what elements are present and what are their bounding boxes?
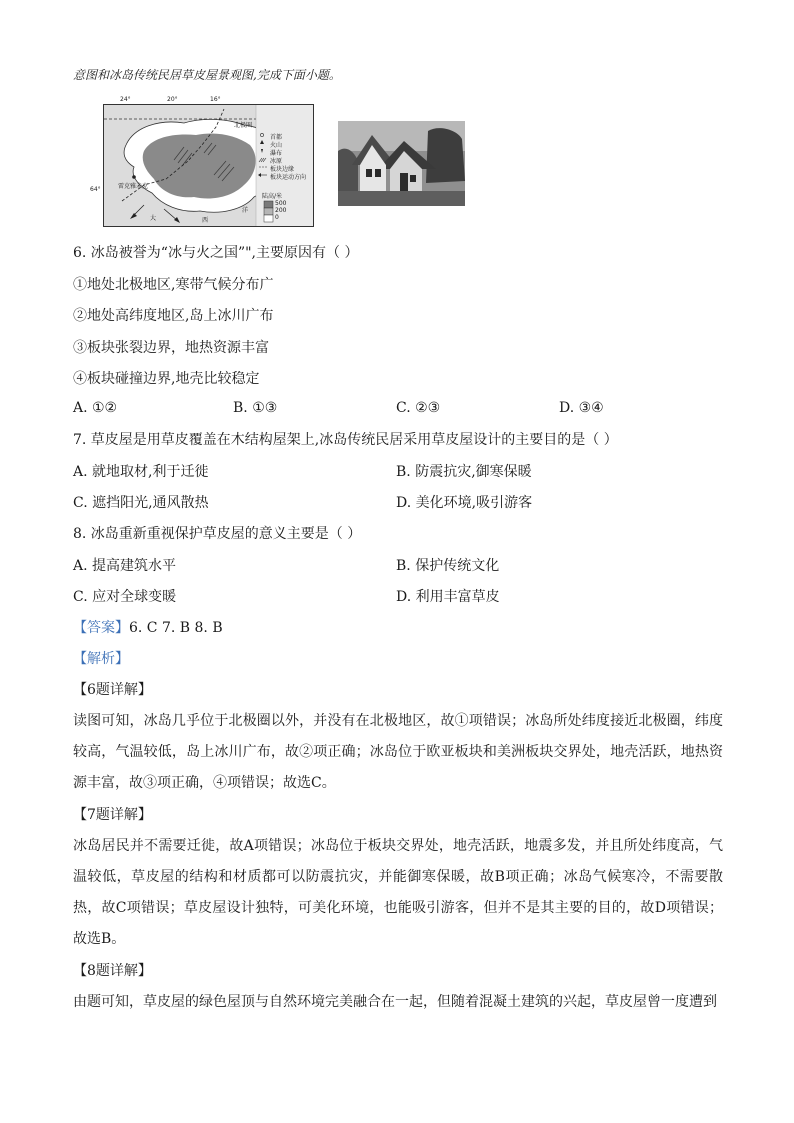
elevation-title: 陆高/米 — [262, 193, 283, 200]
question-8-option-b[interactable]: B. 保护传统文化 — [396, 558, 500, 574]
legend-plate-edge: 板块边缘 — [270, 166, 295, 173]
intro-text: 意图和冰岛传统民居草皮屋景观图,完成下面小题。 — [73, 68, 341, 82]
question-8-option-a[interactable]: A. 提高建筑水平 — [73, 558, 177, 574]
detail-8-text: 由题可知，草皮屋的绿色屋顶与自然环境完美融合在一起，但随着混凝土建筑的兴起，草皮屋曾一度遭到 — [73, 994, 717, 1010]
legend-capital: 首都 — [270, 134, 283, 141]
detail-6-title: 【6题详解】 — [73, 682, 152, 698]
legend-volcano: 火山 — [270, 142, 283, 149]
detail-7-title: 【7题详解】 — [73, 807, 152, 823]
question-7-option-d[interactable]: D. 美化环境,吸引游客 — [396, 495, 533, 511]
answer-text: 6. C 7. B 8. B — [129, 620, 223, 636]
question-8-stem: 8. 冰岛重新重视保护草皮屋的意义主要是（ ） — [73, 526, 362, 542]
legend-plate-motion: 板块运动方向 — [270, 174, 307, 181]
legend-waterfall: 瀑布 — [270, 150, 283, 157]
answer-row — [73, 618, 223, 638]
reykjavik-label: 雷克雅未克 — [118, 183, 149, 190]
question-6-option-a[interactable]: A. ①② — [73, 400, 118, 416]
arctic-circle-label: 北极圈 — [234, 122, 253, 129]
question-6-option-b[interactable]: B. ①③ — [233, 400, 278, 416]
question-7-option-c[interactable]: C. 遮挡阳光,通风散热 — [73, 495, 209, 511]
answer-label: 【答案】 — [73, 620, 129, 636]
question-8-option-d[interactable]: D. 利用丰富草皮 — [396, 589, 500, 605]
detail-6-text: 读图可知，冰岛几乎位于北极圈以外，并没有在北极地区，故①项错误；冰岛所处纬度接近北极圈，纬度较高，气温较低，岛上冰川广布，故②项正确；冰岛位于欧亚板块和美洲板块交界处，地壳活跃，地热资源丰富，故③项正确，④项错误；故选C。 — [73, 713, 723, 791]
atlantic-label-1: 大 — [150, 215, 157, 222]
turf-house-photo — [338, 121, 465, 206]
question-6-stem: 6. 冰岛被誉为“冰与火之国”",主要原因有（ ） — [73, 245, 359, 261]
question-7-option-a[interactable]: A. 就地取材,利于迁徙 — [73, 464, 209, 480]
analysis-label: 【解析】 — [73, 651, 129, 667]
legend-glacier: 冰原 — [270, 158, 283, 165]
lon-label-16: 16° — [210, 96, 221, 103]
question-7-option-b[interactable]: B. 防震抗灾,御寒保暖 — [396, 464, 532, 480]
detail-8-title: 【8题详解】 — [73, 963, 152, 979]
turf-house-drawing — [338, 121, 465, 206]
lon-label-20: 20° — [167, 96, 178, 103]
lat-label-64: 64° — [90, 186, 101, 193]
question-8-option-c[interactable]: C. 应对全球变暖 — [73, 589, 177, 605]
elevation-500: 500 — [275, 200, 287, 207]
question-6-statement-2: ②地处高纬度地区,岛上冰川广布 — [73, 308, 274, 324]
question-6-statement-1: ①地处北极地区,寒带气候分布广 — [73, 277, 274, 293]
question-6-option-d[interactable]: D. ③④ — [559, 400, 604, 416]
question-6-statement-4: ④板块碰撞边界,地壳比较稳定 — [73, 371, 260, 387]
elevation-200: 200 — [275, 207, 287, 214]
elevation-0: 0 — [275, 214, 279, 221]
detail-7-text: 冰岛居民并不需要迁徙，故A项错误；冰岛位于板块交界处，地壳活跃，地震多发，并且所处纬度高，气温较低，草皮屋的结构和材质都可以防震抗灾，并能御寒保暖，故B项正确；冰岛气候寒冷，不需要散热，故C项错误；草皮屋设计独特，可美化环境，也能吸引游客，但并不是其主要的目的，故D项错误；故选B。 — [73, 838, 723, 947]
question-6-statement-3: ③板块张裂边界，地热资源丰富 — [73, 340, 269, 356]
ocean-label: 洋 — [242, 207, 249, 214]
iceland-map — [103, 104, 314, 227]
lon-label-24: 24° — [120, 96, 131, 103]
atlantic-label-2: 西 — [202, 217, 209, 224]
question-7-stem: 7. 草皮屋是用草皮覆盖在木结构屋架上,冰岛传统民居采用草皮屋设计的主要目的是（ ） — [73, 432, 618, 448]
question-6-option-c[interactable]: C. ②③ — [396, 400, 441, 416]
